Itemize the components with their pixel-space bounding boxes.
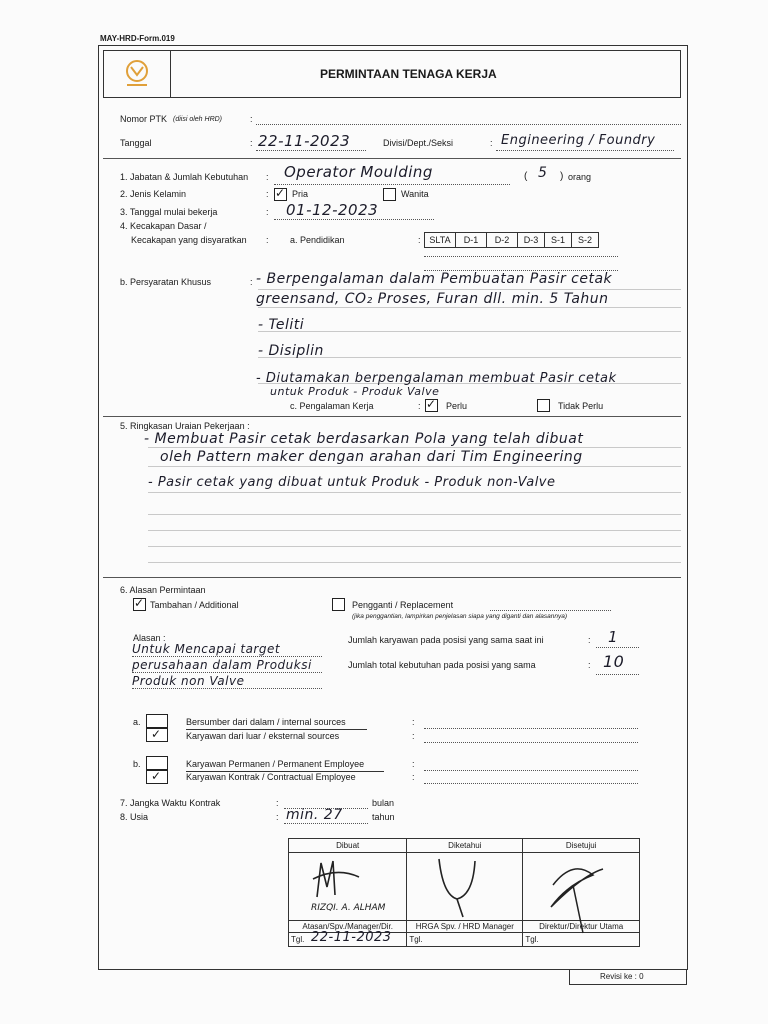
alasan-line: perusahaan dalam Produksi — [132, 658, 312, 672]
eksternal-checkbox[interactable] — [146, 728, 168, 742]
wanita-label: Wanita — [401, 189, 429, 199]
colon: : — [588, 635, 591, 645]
ruled-line — [148, 530, 681, 531]
tgl-value: 22-11-2023 — [311, 930, 392, 945]
perlu-label: Perlu — [446, 401, 468, 411]
persyaratan-line: - Diutamakan berpengalaman membuat Pasir cetak — [256, 371, 617, 386]
ruled-line — [148, 466, 681, 467]
jenis-kelamin-label: 2. Jenis Kelamin — [120, 189, 187, 199]
sign-role: Atasan/Spv./Manager/Dir. — [289, 921, 407, 933]
header-box — [103, 50, 681, 98]
sign-date-cell — [407, 933, 523, 947]
nomor-ptk-note: (diisi oleh HRD) — [173, 116, 223, 123]
ringkasan-line: - Pasir cetak yang dibuat untuk Produk - Produk non-Valve — [148, 475, 556, 490]
pria-label: Pria — [292, 189, 309, 199]
wanita-checkbox[interactable] — [383, 188, 396, 201]
jangka-label: 7. Jangka Waktu Kontrak — [120, 798, 221, 808]
signature-table — [288, 838, 640, 947]
alasan-label: Alasan : — [133, 633, 166, 643]
check-icon: ✓ — [275, 186, 286, 200]
alasan-underline — [132, 688, 322, 689]
colon: : — [412, 772, 415, 782]
pria-checkbox[interactable] — [274, 188, 287, 201]
jumlah-karyawan-label: Jumlah karyawan pada posisi yang sama saat ini — [348, 635, 544, 645]
revisi-label: Revisi ke : 0 — [600, 972, 644, 981]
colon: : — [266, 207, 269, 217]
jumlah-karyawan-value: 1 — [608, 628, 619, 646]
perlu-checkbox[interactable] — [425, 399, 438, 412]
kontrak-checkbox[interactable] — [146, 770, 168, 784]
jumlah-karyawan-line — [596, 647, 639, 648]
tanggal-label: Tanggal — [120, 138, 152, 148]
a-label: a. — [133, 717, 141, 727]
orang-label: orang — [568, 172, 592, 182]
ruled-line — [148, 447, 681, 448]
company-logo-icon — [121, 59, 153, 89]
internal-underline — [186, 729, 367, 730]
tanggal-value: 22-11-2023 — [258, 132, 351, 150]
colon: : — [490, 138, 493, 148]
check-icon: ✓ — [151, 727, 162, 741]
tambahan-checkbox[interactable] — [133, 598, 146, 611]
sign-area-dibuat[interactable] — [289, 853, 407, 921]
sign-header: Disetujui — [523, 839, 640, 853]
persyaratan-line: - Berpengalaman dalam Pembuatan Pasir cetak — [256, 271, 613, 287]
tanggal-mulai-line — [274, 219, 434, 220]
pengalaman-label: c. Pengalaman Kerja — [290, 401, 374, 411]
tgl-label: Tgl. — [409, 935, 423, 944]
form-title: PERMINTAAN TENAGA KERJA — [320, 67, 497, 81]
tanggal-mulai-value: 01-12-2023 — [286, 201, 379, 219]
persyaratan-line: untuk Produk - Produk Valve — [270, 385, 440, 398]
ruled-line — [148, 492, 681, 493]
ruled-line — [148, 514, 681, 515]
usia-line — [284, 823, 368, 824]
alasan-permintaan-label: 6. Alasan Permintaan — [120, 585, 206, 595]
jumlah-total-value: 10 — [603, 652, 625, 671]
nomor-ptk-line — [256, 124, 681, 125]
sign-role: HRGA Spv. / HRD Manager — [407, 921, 523, 933]
colon: : — [276, 812, 279, 822]
pendidikan-label: a. Pendidikan — [290, 235, 345, 245]
tgl-label: Tgl. — [525, 935, 539, 944]
ruled-line — [258, 307, 681, 308]
colon: : — [412, 759, 415, 769]
alasan-line: Untuk Mencapai target — [132, 642, 281, 656]
signer-name: RIZQI. A. ALHAM — [311, 903, 386, 913]
usia-value: min. 27 — [286, 807, 343, 823]
tanggal-mulai-label: 3. Tanggal mulai bekerja — [120, 207, 218, 217]
tanggal-line — [256, 150, 366, 151]
check-icon: ✓ — [426, 397, 437, 411]
tambahan-label: Tambahan / Additional — [150, 600, 239, 610]
persyaratan-line: greensand, CO₂ Proses, Furan dll. min. 5 Tahun — [256, 291, 609, 307]
check-icon: ✓ — [151, 769, 162, 783]
tgl-label: Tgl. — [291, 935, 305, 944]
logo-divider — [170, 51, 171, 97]
nomor-ptk-label: Nomor PTK — [120, 114, 168, 124]
section-divider — [103, 416, 681, 417]
colon: : — [418, 401, 421, 411]
sign-header: Diketahui — [407, 839, 523, 853]
ringkasan-line: oleh Pattern maker dengan arahan dari Tim Engineering — [160, 449, 583, 465]
colon: : — [412, 717, 415, 727]
colon: : — [276, 798, 279, 808]
kontrak-label: Karyawan Kontrak / Contractual Employee — [186, 772, 356, 782]
pengganti-checkbox[interactable] — [332, 598, 345, 611]
sign-area-disetujui[interactable] — [523, 853, 640, 921]
jabatan-label: 1. Jabatan & Jumlah Kebutuhan — [120, 172, 249, 182]
pengganti-label: Pengganti / Replacement — [352, 600, 454, 610]
colon: : — [412, 731, 415, 741]
colon: : — [418, 235, 421, 245]
alasan-underline — [132, 656, 322, 657]
permanen-line — [424, 770, 638, 771]
jabatan-line — [274, 184, 510, 185]
jumlah-open-paren: ( — [524, 171, 528, 182]
persyaratan-line: - Teliti — [258, 317, 305, 333]
sign-role: Direktur/Direktur Utama — [523, 921, 640, 933]
pendidikan-option[interactable]: D-2 — [487, 233, 518, 248]
persyaratan-line: - Disiplin — [258, 343, 324, 359]
colon: : — [250, 114, 253, 124]
ruled-line — [258, 331, 681, 332]
tidak-perlu-label: Tidak Perlu — [558, 401, 604, 411]
ringkasan-line: - Membuat Pasir cetak berdasarkan Pola yang telah dibuat — [144, 431, 584, 447]
colon: : — [250, 277, 253, 287]
alasan-underline — [132, 672, 322, 673]
pendidikan-option[interactable]: SLTA — [425, 233, 456, 248]
sign-header: Dibuat — [289, 839, 407, 853]
permanen-checkbox[interactable] — [146, 756, 168, 770]
signature-scribble-icon — [543, 855, 613, 935]
signature-scribble-icon — [435, 855, 495, 919]
kecakapan-label-2: Kecakapan yang disyaratkan — [131, 235, 247, 245]
divisi-value: Engineering / Foundry — [501, 133, 656, 148]
alasan-line: Produk non Valve — [132, 674, 245, 688]
internal-checkbox[interactable] — [146, 714, 168, 728]
section-divider — [103, 577, 681, 578]
ringkasan-label: 5. Ringkasan Uraian Pekerjaan : — [120, 421, 250, 431]
colon: : — [266, 235, 269, 245]
b-label: b. — [133, 759, 141, 769]
ruled-line — [148, 562, 681, 563]
check-icon: ✓ — [134, 596, 145, 610]
eksternal-line — [424, 742, 638, 743]
usia-label: 8. Usia — [120, 812, 149, 822]
form-code: MAY-HRD-Form.019 — [100, 34, 175, 43]
persyaratan-label: b. Persyaratan Khusus — [120, 277, 212, 287]
internal-line — [424, 728, 638, 729]
divisi-label: Divisi/Dept./Seksi — [383, 138, 454, 148]
jabatan-value: Operator Moulding — [284, 163, 433, 181]
ruled-line — [258, 289, 681, 290]
pendidikan-option[interactable]: S-2 — [572, 233, 599, 248]
pendidikan-table — [424, 232, 599, 248]
colon: : — [266, 189, 269, 199]
ruled-line — [148, 546, 681, 547]
jumlah-close-paren: ) — [560, 171, 564, 182]
bulan-label: bulan — [372, 798, 395, 808]
kontrak-line — [424, 783, 638, 784]
pendidikan-option[interactable]: S-1 — [545, 233, 572, 248]
section-divider — [103, 158, 681, 159]
colon: : — [250, 138, 253, 148]
internal-label: Bersumber dari dalam / internal sources — [186, 717, 346, 727]
tidak-perlu-checkbox[interactable] — [537, 399, 550, 412]
tahun-label: tahun — [372, 812, 395, 822]
sign-area-diketahui[interactable] — [407, 853, 523, 921]
divisi-line — [496, 150, 674, 151]
jumlah-total-label: Jumlah total kebutuhan pada posisi yang sama — [348, 660, 536, 670]
colon: : — [588, 660, 591, 670]
jumlah-total-line — [596, 674, 639, 675]
kecakapan-label-1: 4. Kecakapan Dasar / — [120, 221, 207, 231]
pendidikan-option[interactable]: D-3 — [518, 233, 545, 248]
pendidikan-line-1 — [424, 256, 618, 257]
permanen-label: Karyawan Permanen / Permanent Employee — [186, 759, 365, 769]
colon: : — [266, 172, 269, 182]
pendidikan-option[interactable]: D-1 — [456, 233, 487, 248]
sign-date-cell — [289, 930, 407, 947]
eksternal-label: Karyawan dari luar / eksternal sources — [186, 731, 340, 741]
pengganti-line — [490, 610, 611, 611]
pengganti-note: (jika penggantian, lampirkan penjelasan siapa yang diganti dan alasannya) — [352, 613, 568, 620]
signature-scribble-icon — [307, 857, 367, 903]
jumlah-value: 5 — [538, 165, 548, 181]
